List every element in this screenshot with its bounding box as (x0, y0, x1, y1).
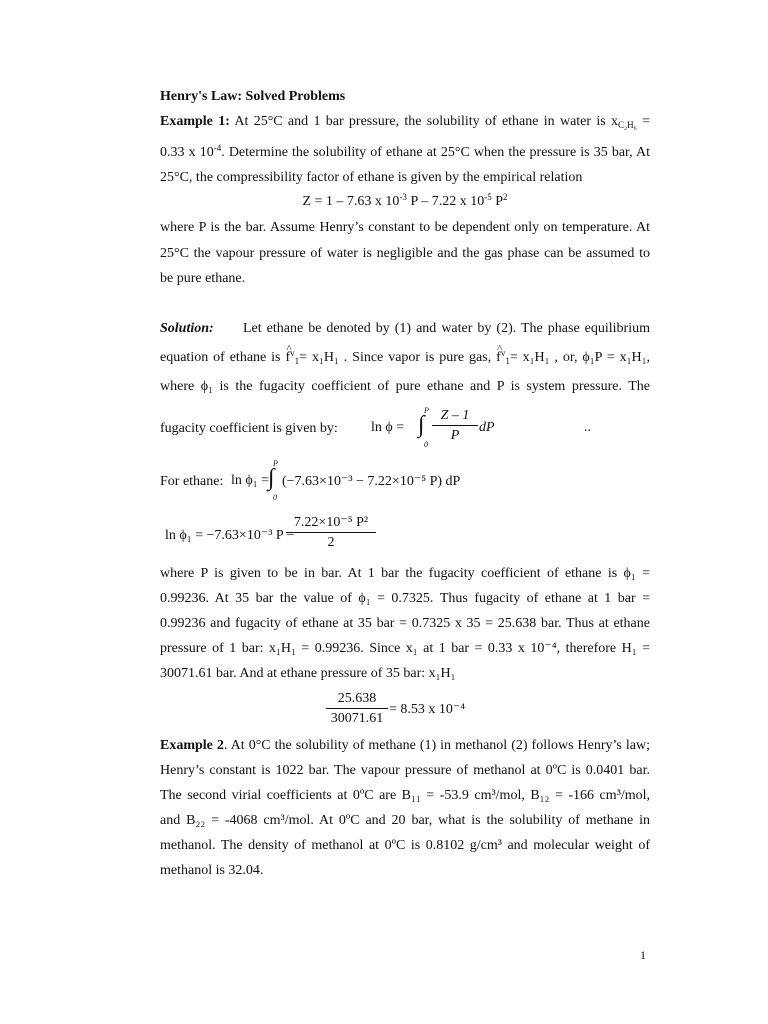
ethane-integrand: (−7.63×10⁻³ − 7.22×10⁻⁵ P) dP (282, 474, 461, 489)
example2-line4: and B₂₂ = -4068 cm³/mol. At 0ºC and 20 bar, what is the solubility of methane in (160, 813, 650, 828)
fraction-z-minus-1-over-p: $\frac{Z - 1}{P}$ (432, 408, 478, 444)
ln-phi1-label: ln ϕ₁ = (231, 473, 270, 488)
integral-lower-limit: 0 (424, 440, 428, 449)
page-number: 1 (640, 948, 646, 962)
integral-sign: ∫ (418, 412, 425, 438)
solution-line4: fugacity coefficient is given by: (160, 421, 338, 436)
example2-label: Example 2 (160, 738, 224, 753)
solution-para-line5: 30071.61 bar. And at ethane pressure of 35 bar: x₁H₁ (160, 666, 456, 681)
example1-line1: Example 1: At 25°C and 1 bar pressure, the solubility of ethane in water is $x_{C_2H_6}$ = (160, 114, 651, 130)
example1-line6: be pure ethane. (160, 271, 246, 286)
solution-para-line4: pressure of 1 bar: x₁H₁ = 0.99236. Since x₁ at 1 bar = 0.33 x 10⁻⁴, therefore H₁ = (160, 641, 650, 656)
example1-label: Example 1: (160, 114, 230, 129)
dp-differential: dP (479, 420, 495, 435)
solution-line1: Solution: Let ethane be denoted by (1) and water by (2). The phase equilibrium (160, 321, 650, 336)
example1-line2: 0.33 x $10^{-4}$. Determine the solubility of ethane at 25°C when the pressure is 35 bar, At (160, 143, 650, 160)
fraction-solubility-result: $\frac{25.638}{30071.61}$ (326, 691, 388, 727)
integral-sign: ∫ (268, 465, 275, 491)
solution-para-line2: 0.99236. At 35 bar the value of ϕ₁ = 0.7325. Thus fugacity of ethane at 1 bar = (160, 591, 650, 606)
solution-line3: where ϕ₁ is the fugacity coefficient of pure ethane and P is system pressure. The (160, 379, 650, 394)
solution-label: Solution: (160, 321, 214, 336)
example1-line5: 25°C the vapour pressure of water is negligible and the gas phase can be assumed to (160, 246, 650, 261)
example1-line4: where P is the bar. Assume Henry’s constant to be dependent only on temperature. At (160, 220, 650, 235)
fugacity-hat-symbol: ^ $f^v_1$ (285, 349, 299, 367)
integral-upper-limit: P (273, 459, 278, 468)
ln-phi-label: ln ϕ = (371, 420, 405, 435)
example2-line3: The second virial coefficients at 0ºC are B₁₁ = -53.9 cm³/mol, B₁₂ = -166 cm³/mol, (160, 788, 650, 803)
example2-line2: Henry’s constant is 1022 bar. The vapour pressure of methanol at 0ºC is 0.0401 bar. (160, 763, 650, 778)
integral-upper-limit: P (424, 406, 429, 415)
solution-para-line3: 0.99236 and fugacity of ethane at 35 bar = 0.7325 x 35 = 25.638 bar. Thus at ethane (160, 616, 650, 631)
ln-phi1-result: ln ϕ₁ = −7.63×10⁻³ P − (165, 528, 295, 543)
solution-line2: equation of ethane is ^ $f^v_1= x_1H_1$ . Since vapor is pure gas, ^ $f^v_1= x_1H_1$ , or, ϕ₁P = x₁H₁, (160, 349, 650, 367)
solution-para-line1: where P is given to be in bar. At 1 bar the fugacity coefficient of ethane is ϕ₁ = (160, 566, 650, 581)
fraction-virial-term: $\frac{\text{7.22×10⁻⁵ P²}}{2}$ (286, 514, 376, 551)
fugacity-hat-symbol: ^ $f^v_1$ (496, 349, 510, 367)
example1-line3: 25°C, the compressibility factor of ethane is given by the empirical relation (160, 170, 583, 185)
integral-lower-limit: 0 (273, 493, 277, 502)
for-ethane-label: For ethane: (160, 474, 224, 489)
ethane-mole-fraction: $x_{C_2H_6}$ (611, 114, 637, 130)
solubility-result: = 8.53 x 10⁻⁴ (389, 702, 466, 717)
example2-line5: methanol. The density of methanol at 0ºC is 0.8102 g/cm³ and molecular weight of (160, 838, 650, 853)
document-title: Henry's Law: Solved Problems (160, 89, 346, 104)
compressibility-equation: Z = 1 – 7.63 x $10^{-3}$ P – 7.22 x $10^{-5}$ $P^2$ (302, 192, 508, 209)
equation-dots: .. (584, 420, 591, 435)
example2-line1: Example 2. At 0°C the solubility of methane (1) in methanol (2) follows Henry’s law; (160, 738, 651, 753)
example2-line6: methanol is 32.04. (160, 863, 264, 878)
